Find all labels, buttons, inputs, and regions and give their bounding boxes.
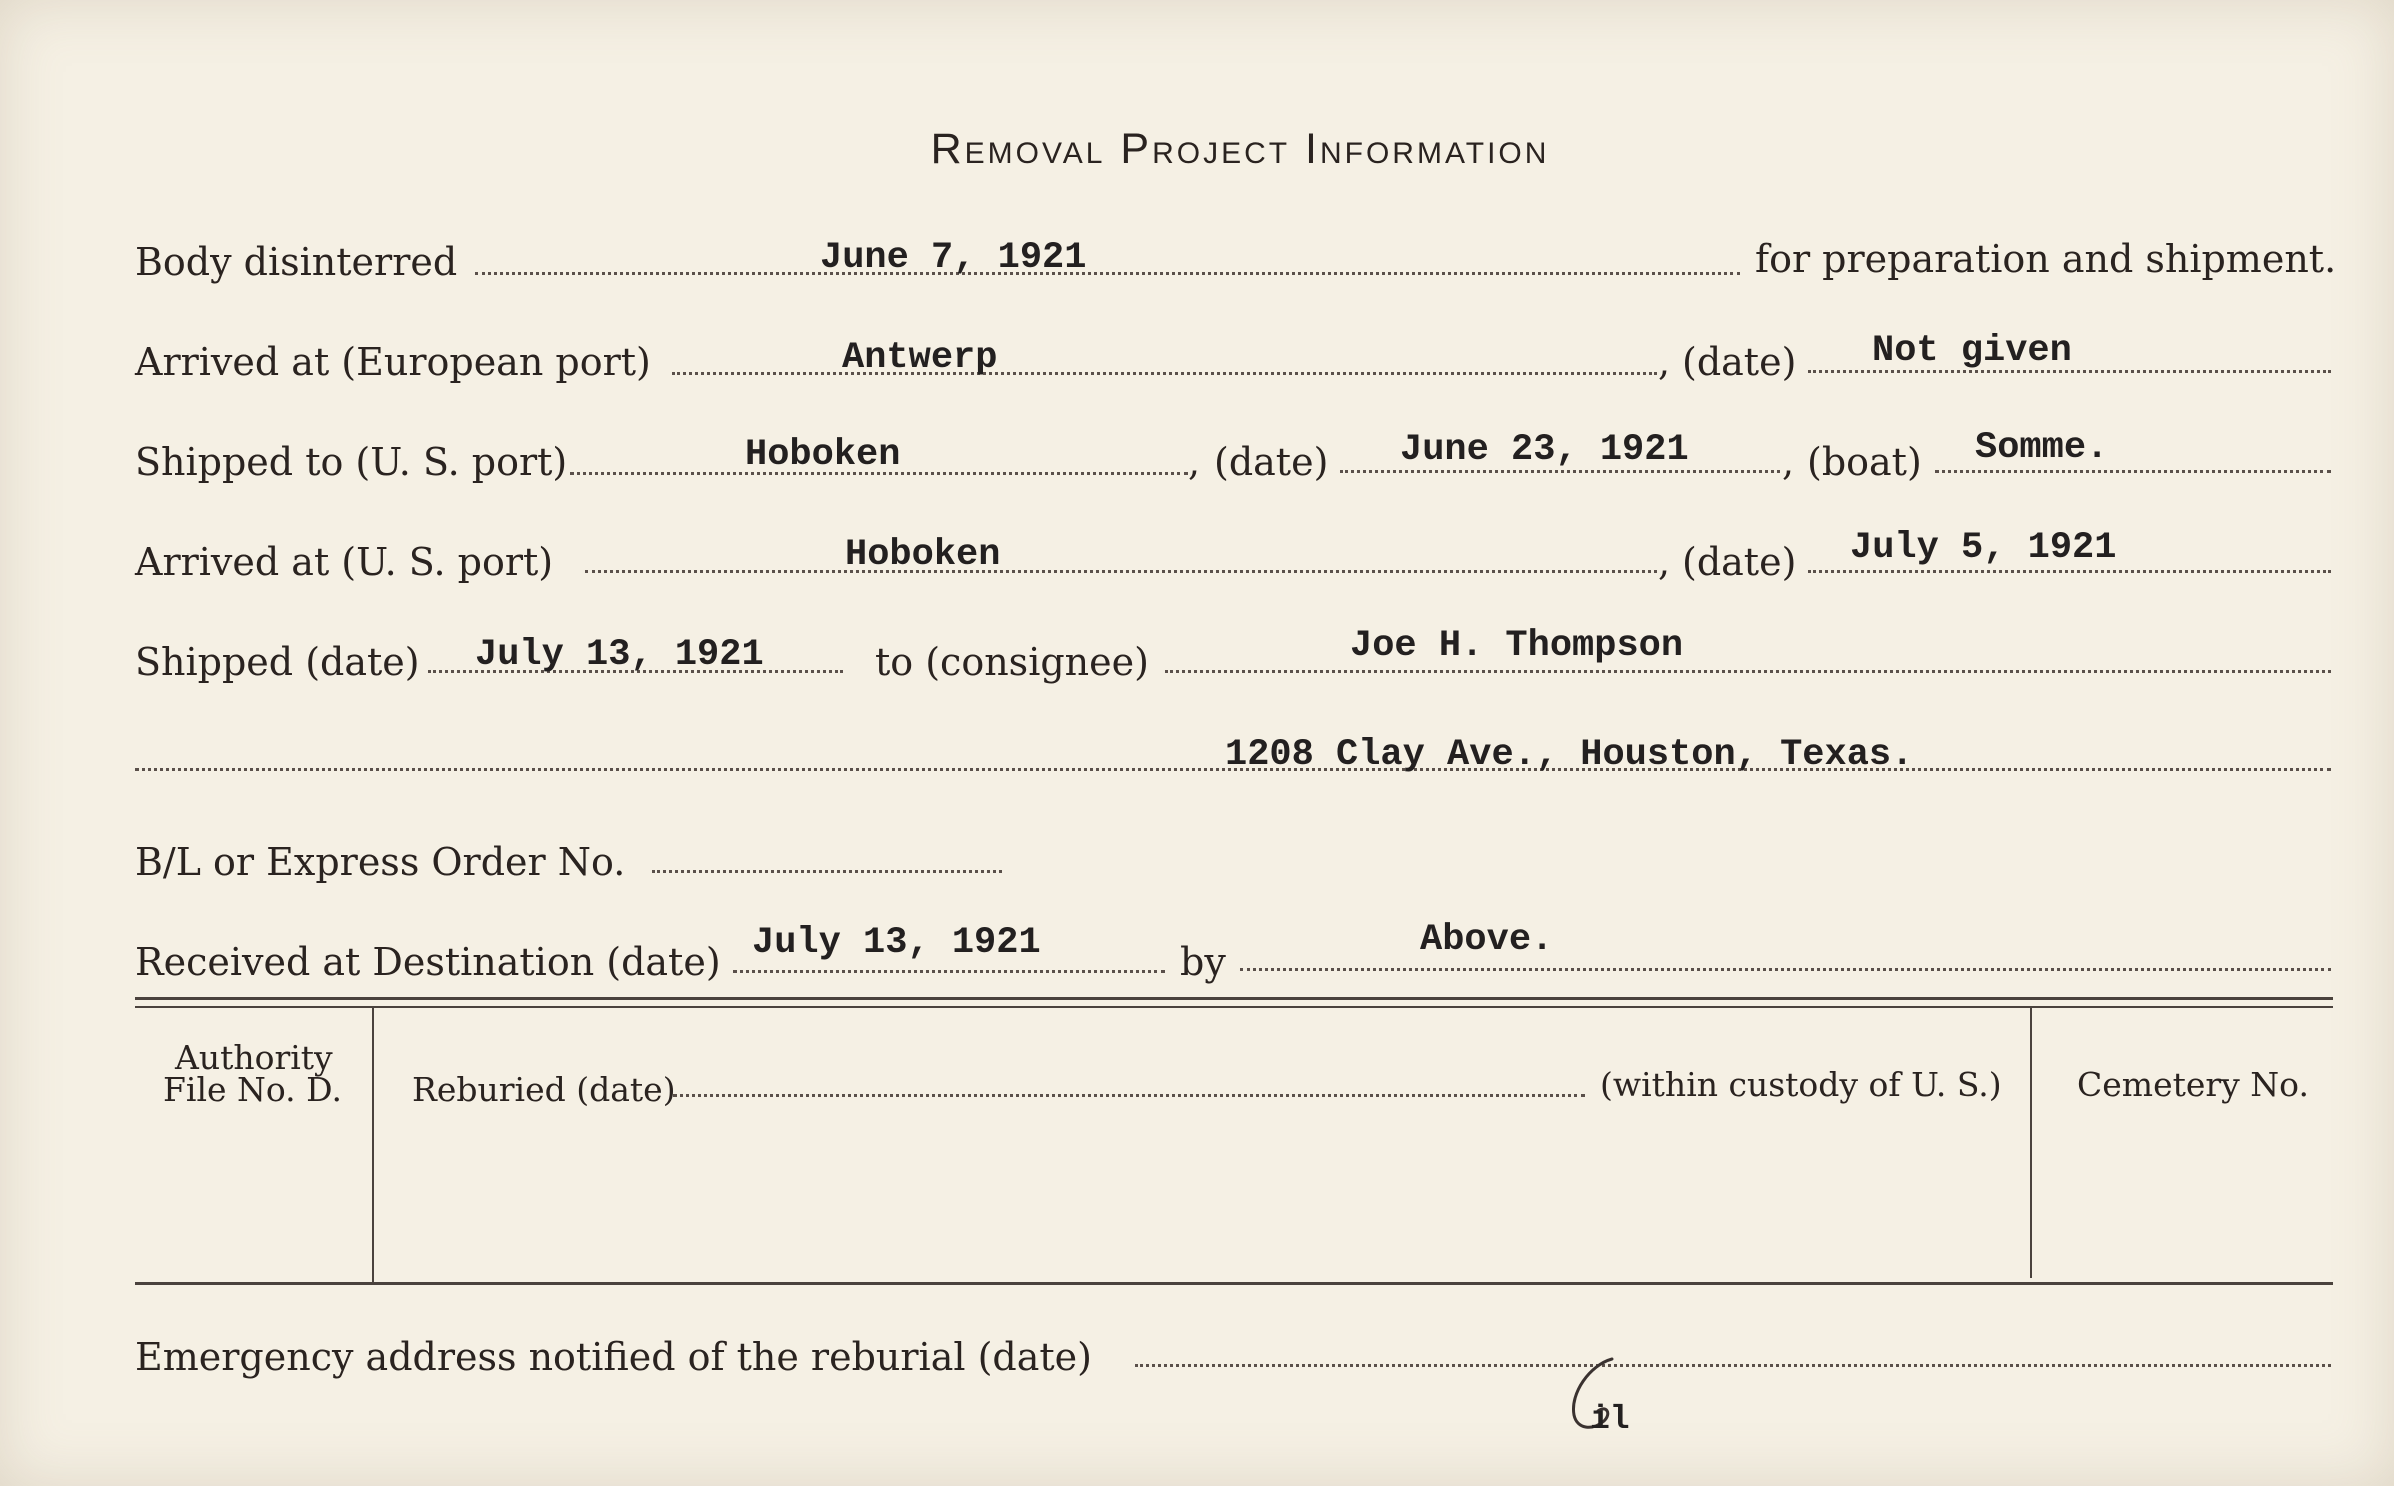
- label-us-shipped-date: (date): [1214, 440, 1329, 484]
- line-received-by: [1240, 968, 2331, 971]
- card-title: Removal Project Information: [930, 125, 1550, 173]
- value-disinterred-date: June 7, 1921: [820, 237, 1087, 279]
- double-rule-bottom: [135, 1006, 2333, 1008]
- label-us-arrived-date: (date): [1682, 540, 1797, 584]
- label-body-disinterred: Body disinterred: [135, 240, 458, 284]
- value-initials: il: [1590, 1401, 1630, 1438]
- box-bottom-rule: [135, 1282, 2333, 1285]
- label-arrived-us: Arrived at (U. S. port): [135, 540, 554, 584]
- divider-right: [2030, 1008, 2032, 1278]
- label-for-preparation: for preparation and shipment.: [1755, 237, 2337, 281]
- double-rule-top: [135, 997, 2333, 1000]
- label-bl-order: B/L or Express Order No.: [135, 840, 626, 884]
- label-within-custody: (within custody of U. S.): [1600, 1065, 2002, 1104]
- value-address: 1208 Clay Ave., Houston, Texas.: [1225, 734, 1914, 776]
- label-by: by: [1180, 940, 1226, 984]
- label-arrived-european: Arrived at (European port): [135, 340, 651, 384]
- value-boat: Somme.: [1975, 427, 2109, 469]
- value-european-port: Antwerp: [842, 337, 998, 379]
- line-received-date: [733, 970, 1165, 973]
- comma-3: ,: [1782, 440, 1795, 484]
- line-emergency: [1135, 1364, 2331, 1367]
- label-received-destination: Received at Destination (date): [135, 940, 721, 984]
- comma-1: ,: [1658, 340, 1671, 384]
- value-shipped-date: July 13, 1921: [475, 634, 764, 676]
- value-us-arrived-date: July 5, 1921: [1850, 527, 2117, 569]
- line-disinterred: [475, 272, 1740, 275]
- label-to-consignee: to (consignee): [875, 640, 1149, 684]
- value-consignee: Joe H. Thompson: [1350, 625, 1684, 667]
- line-european-port: [672, 372, 1657, 375]
- label-emergency: Emergency address notified of the reburial (date): [135, 1335, 1092, 1379]
- divider-left: [372, 1008, 374, 1283]
- comma-4: ,: [1658, 540, 1671, 584]
- label-authority: Authority: [175, 1038, 333, 1077]
- line-us-arrived-date: [1808, 570, 2331, 573]
- value-european-date: Not given: [1872, 330, 2072, 372]
- value-received-date: July 13, 1921: [752, 922, 1041, 964]
- comma-2: ,: [1188, 440, 1201, 484]
- label-cemetery-no: Cemetery No.: [2077, 1065, 2309, 1104]
- label-file-no: File No. D.: [163, 1070, 342, 1109]
- label-european-date: (date): [1682, 340, 1797, 384]
- value-us-port-arrived: Hoboken: [845, 534, 1001, 576]
- line-us-port-arrived: [585, 570, 1657, 573]
- value-us-shipped-date: June 23, 1921: [1400, 429, 1689, 471]
- value-received-by: Above.: [1420, 919, 1554, 961]
- label-reburied: Reburied (date): [412, 1070, 676, 1109]
- label-shipped-date: Shipped (date): [135, 640, 420, 684]
- line-boat: [1935, 470, 2331, 473]
- label-boat: (boat): [1807, 440, 1922, 484]
- line-consignee: [1165, 670, 2331, 673]
- line-reburied: [673, 1094, 1585, 1097]
- value-us-port-shipped: Hoboken: [745, 434, 901, 476]
- line-bl-order: [652, 870, 1002, 873]
- label-shipped-to-us: Shipped to (U. S. port): [135, 440, 568, 484]
